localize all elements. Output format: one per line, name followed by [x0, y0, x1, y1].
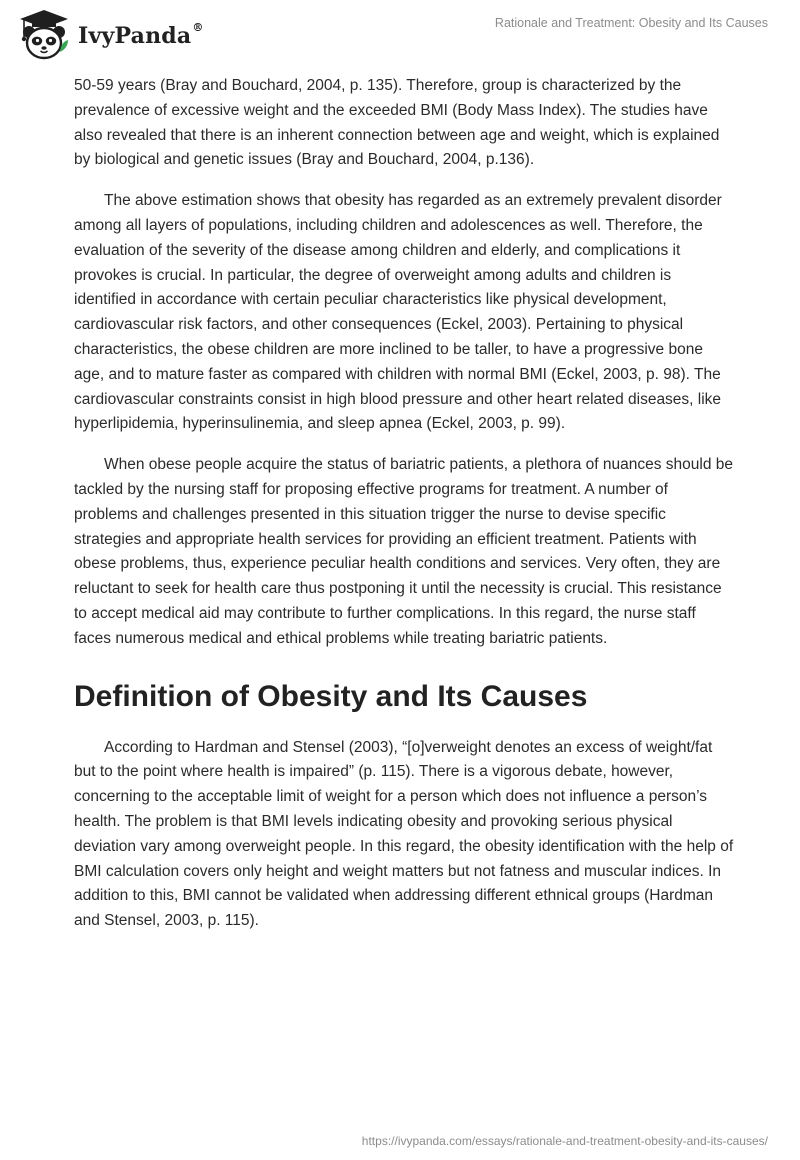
paragraph-3: When obese people acquire the status of bariatric patients, a plethora of nuances should be tackled by the nursing staff for proposing effective programs for treatment. A number of problems and challenges presented in this situation trigger the nurse to devise specific strategies and appropriate health services for providing an efficient treatment. Patients with obese problems, thus, experience peculiar health conditions and services. Very often, they are reluctant to seek for health care thus postponing it until the necessity is crucial. This resistance to accept medical aid may contribute to further complications. In this regard, the nurse staff faces numerous medical and ethical problems while treating bariatric patients.: [74, 456, 734, 647]
registered-mark: ®: [192, 20, 204, 34]
paragraph-2: The above estimation shows that obesity has regarded as an extremely prevalent disorder among all layers of populations, including children and adolescences as well. Therefore, the evaluation of the severity of the disease among children and elderly, and complications it provokes is crucial. In particular, the degree of overweight among adults and children is identified in accordance with certain peculiar characteristics like physical development, cardiovascular risk factors, and other consequences (Eckel, 2003). Pertaining to physical characteristics, the obese children are more inclined to be taller, to have a progressive bone age, and to mature faster as compared with children with normal BMI (Eckel, 2003, p. 98). The cardiovascular constraints consist in high blood pressure and other heart related diseases, like hyperlipidemia, hyperinsulinemia, and sleep apnea (Eckel, 2003, p. 99).: [74, 192, 722, 433]
footer-url[interactable]: https://ivypanda.com/essays/rationale-and-treatment-obesity-and-its-causes/: [361, 1134, 768, 1148]
paragraph-4: According to Hardman and Stensel (2003), “[o]verweight denotes an excess of weight/fat but to the point where health is impaired” (p. 115). There is a vigorous debate, however, concerning to the acceptable limit of weight for a person which does not influence a person’s health. The problem is that BMI levels indicating obesity and provoking serious physical deviation vary among overweight people. In this regard, the obesity identification with the help of BMI calculation covers only height and weight matters but not fatness and muscular indices. In addition to this, BMI cannot be validated when addressing different ethnical groups (Hardman and Stensel, 2003, p. 115).: [74, 738, 734, 930]
page-header: [0, 0, 800, 70]
running-title: Rationale and Treatment: Obesity and Its Causes: [494, 16, 768, 30]
graduation-panda-icon: [16, 8, 72, 60]
brand-name: IvyPanda®: [78, 20, 204, 49]
paragraph-1: 50-59 years (Bray and Bouchard, 2004, p. 135). Therefore, group is characterized by the prevalence of excessive weight and the exceeded BMI (Body Mass Index). The studies have also revealed that there is an inherent connection between age and weight, which is explained by biological and genetic issues (Bray and Bouchard, 2004, p.136).: [74, 77, 720, 169]
essay-content: [74, 74, 734, 950]
brand-logo[interactable]: [16, 8, 204, 60]
section-heading: Definition of Obesity and Its Causes: [74, 679, 588, 713]
